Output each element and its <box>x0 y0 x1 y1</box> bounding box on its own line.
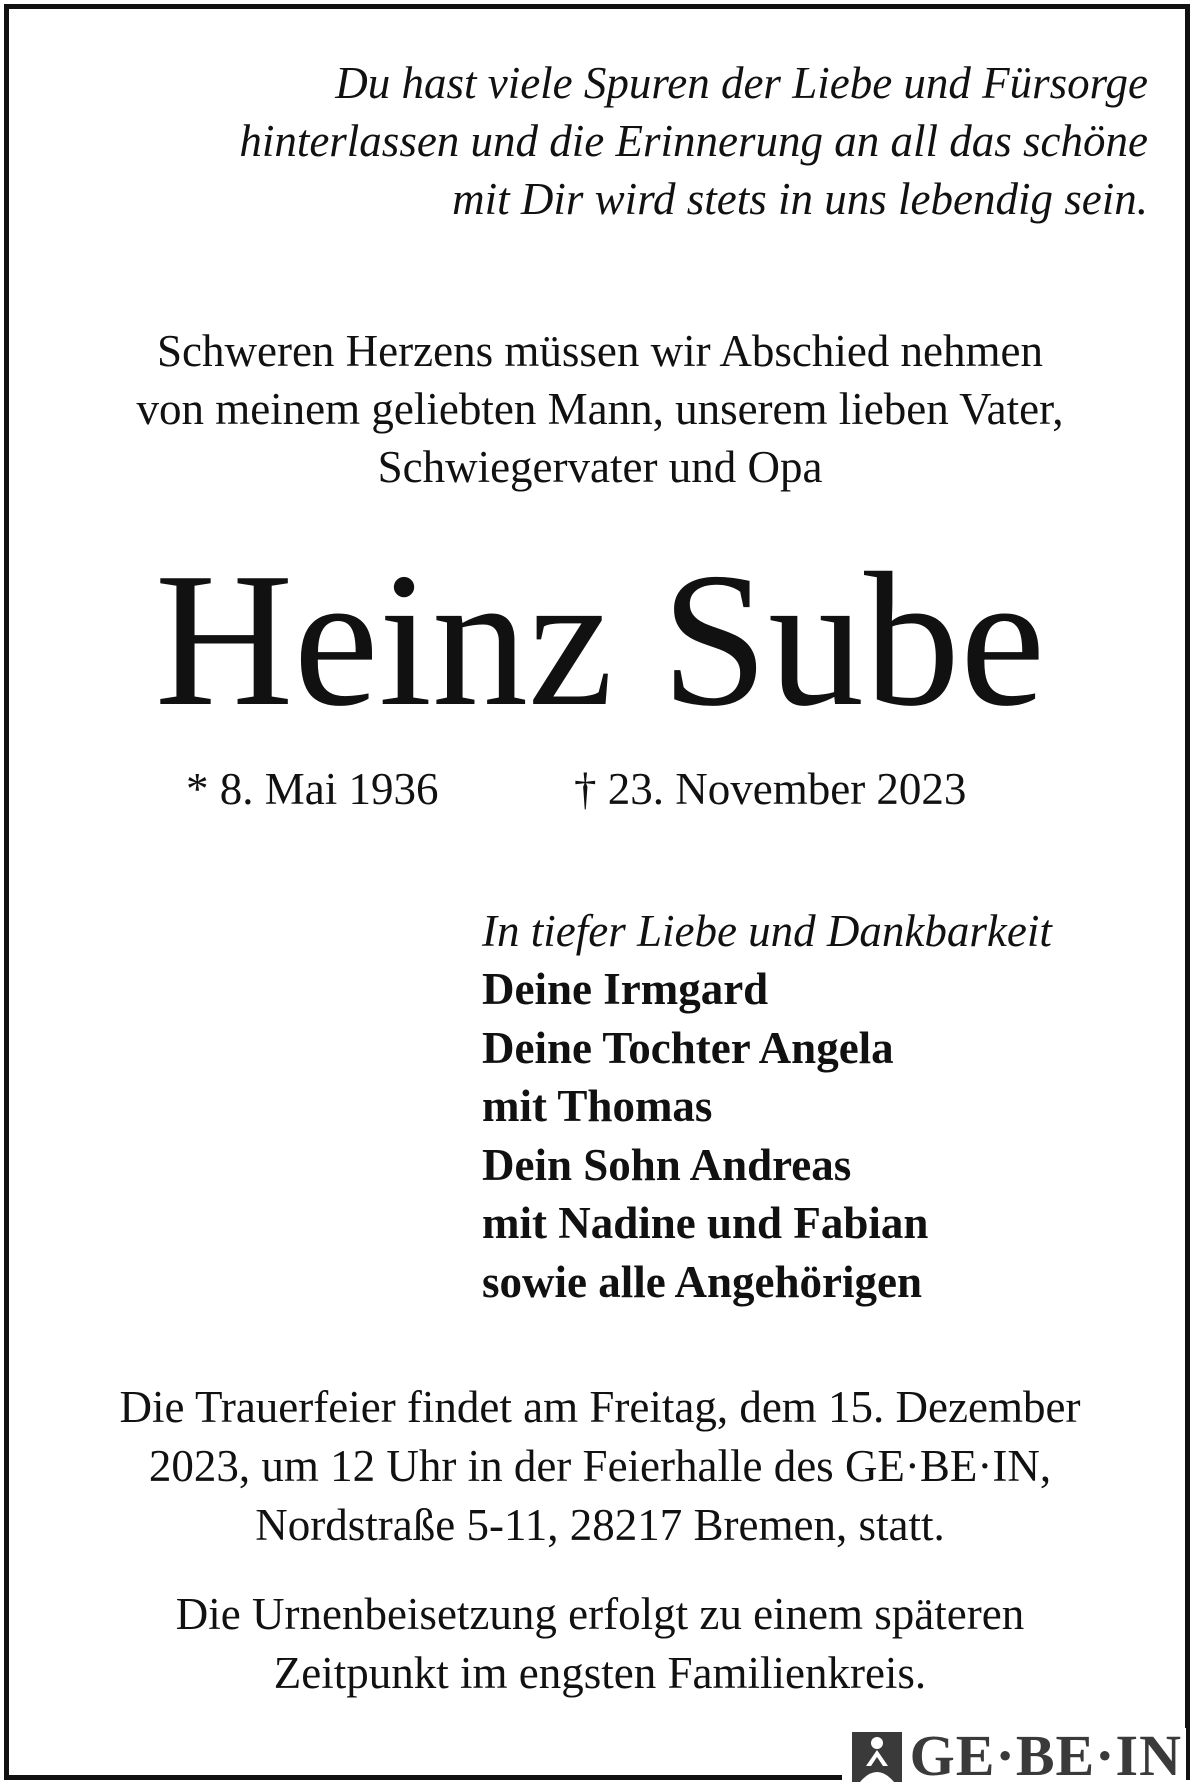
intro-text <box>0 322 1200 496</box>
death-date: † 23. November 2023 <box>574 764 967 814</box>
birth-date: * 8. Mai 1936 <box>186 764 439 814</box>
mourner-name: mit Thomas <box>482 1081 713 1131</box>
mourner-name: sowie alle Angehörigen <box>482 1256 922 1307</box>
mourner-name: mit Nadine und Fabian <box>482 1198 929 1248</box>
intro-line-2: von meinem geliebten Mann, unserem lieben Vater, <box>136 384 1064 434</box>
burial-line-2: Zeitpunkt im engsten Familienkreis. <box>273 1648 927 1698</box>
motto-line-1: Du hast viele Spuren der Liebe und Fürsorge <box>335 58 1148 108</box>
gebein-logo <box>842 1723 1186 1788</box>
mourners-block <box>482 902 1182 1311</box>
motto-verse <box>88 54 1148 228</box>
mourner-name: Dein Sohn Andreas <box>482 1139 852 1190</box>
mourner-name: Deine Irmgard <box>482 964 769 1014</box>
service-line-3: Nordstraße 5-11, 28217 Bremen, statt. <box>255 1500 945 1550</box>
service-line-1: Die Trauerfeier findet am Freitag, dem 15. Dezember <box>119 1382 1081 1432</box>
mourner-name: Deine Tochter Angela <box>482 1022 894 1073</box>
gebein-logo-text: GE·BE·IN <box>909 1723 1182 1788</box>
motto-line-3: mit Dir wird stets in uns lebendig sein. <box>452 174 1148 224</box>
burial-line-1: Die Urnenbeisetzung erfolgt zu einem späteren <box>175 1589 1025 1639</box>
deceased-name: Heinz Sube <box>154 533 1046 746</box>
gebein-logo-icon <box>852 1732 902 1782</box>
intro-line-1: Schweren Herzens müssen wir Abschied nehmen <box>156 326 1043 376</box>
motto-line-2: hinterlassen und die Erinnerung an all das schöne <box>239 116 1148 166</box>
mourners-intro: In tiefer Liebe und Dankbarkeit <box>482 906 1052 956</box>
intro-line-3: Schwiegervater und Opa <box>377 442 823 492</box>
service-line-2: 2023, um 12 Uhr in der Feierhalle des GE·BE·IN, <box>148 1441 1052 1491</box>
burial-info <box>0 1585 1200 1703</box>
funeral-service-info <box>0 1378 1200 1555</box>
